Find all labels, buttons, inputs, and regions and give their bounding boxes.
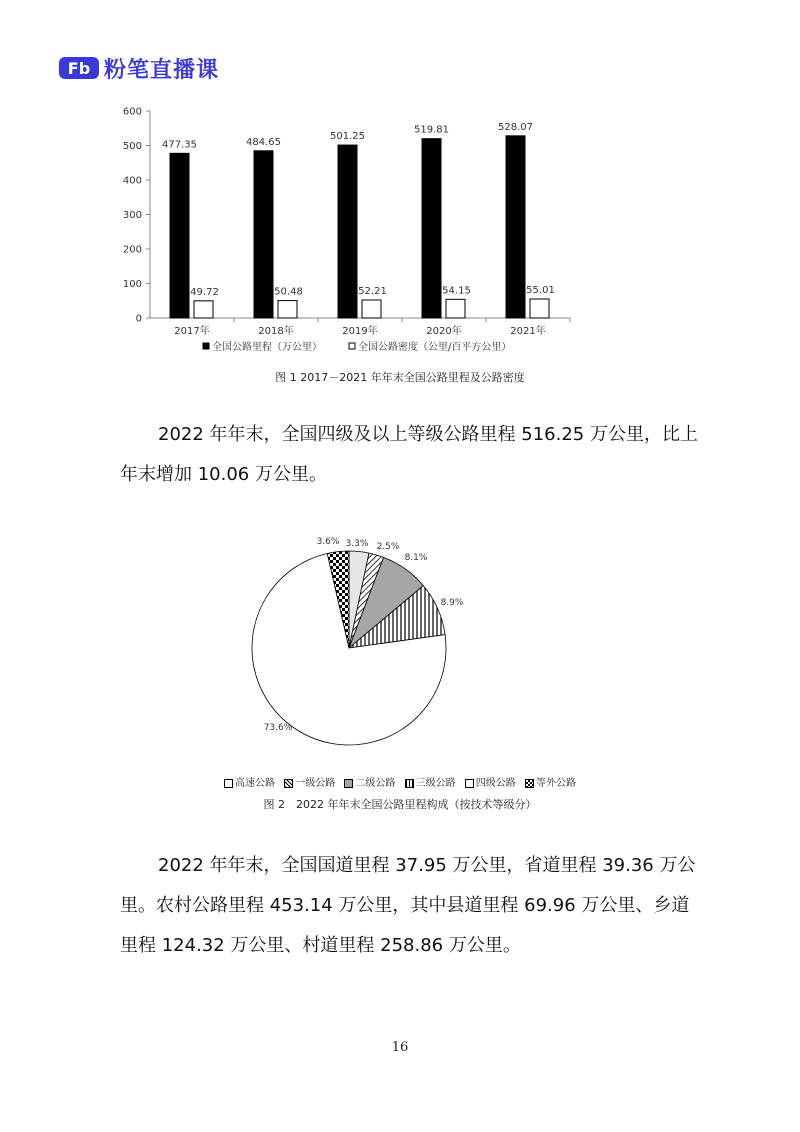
brand-logo: [58, 52, 219, 84]
pie-value-label: 3.6%: [316, 537, 340, 547]
bar-mileage: [422, 139, 441, 318]
bar-value-label: 519.81: [414, 124, 449, 136]
bar-density: [278, 301, 297, 318]
bar-density: [446, 299, 465, 318]
y-tick-label: 300: [122, 210, 142, 221]
legend-label-density: 全国公路密度（公里/百平方公里）: [358, 342, 512, 353]
legend-swatch-mileage: [203, 343, 209, 349]
y-tick-label: 500: [122, 141, 142, 152]
page-number: 16: [391, 1040, 409, 1055]
fb-logo-icon: [58, 54, 100, 82]
bar-density: [194, 301, 213, 318]
pie-value-label: 73.6%: [263, 723, 293, 733]
bar-value-label: 54.15: [442, 285, 471, 297]
legend-label: 三级公路: [415, 778, 456, 789]
legend-swatch: [405, 779, 414, 788]
bar-mileage: [506, 136, 525, 318]
bar-value-label: 49.72: [190, 286, 219, 298]
paragraph-1: 2022 年年末，全国四级及以上等级公路里程 516.25 万公里，比上年末增加 10.06 万公里。: [120, 424, 698, 485]
bar-mileage: [170, 153, 189, 318]
x-tick-label: 2018年: [258, 326, 294, 337]
figure1-caption: 图 1 2017－2021 年年末全国公路里程及公路密度: [275, 371, 525, 384]
legend-label: 一级公路: [295, 778, 336, 789]
bar-mileage: [254, 151, 273, 318]
legend-swatch-density: [349, 343, 355, 349]
bar-value-label: 528.07: [498, 121, 533, 133]
y-tick-label: 0: [135, 313, 142, 325]
legend-label: 高速公路: [235, 778, 276, 789]
pie-value-label: 8.9%: [440, 598, 464, 608]
road-mileage-bar-chart: [0, 100, 800, 365]
legend-item-expressway: [224, 778, 275, 789]
y-tick-label: 100: [122, 279, 142, 290]
bar-density: [530, 299, 549, 318]
bar-value-label: 50.48: [274, 286, 303, 298]
logo-mark-text: Fb: [67, 59, 91, 78]
legend-item-first-class: [284, 778, 335, 789]
figure2-caption: 图 2 2022 年年末全国公路里程构成（按技术等级分）: [263, 798, 537, 811]
pie-value-label: 8.1%: [404, 553, 428, 563]
road-composition-pie-chart: [0, 530, 800, 765]
x-tick-label: 2020年: [426, 326, 462, 337]
legend-item-third-class: [405, 778, 456, 789]
pie-value-label: 3.3%: [345, 539, 369, 549]
y-tick-label: 200: [122, 244, 142, 256]
legend-swatch: [465, 779, 474, 788]
bar-value-label: 484.65: [246, 136, 281, 148]
legend-item-fourth-class: [465, 778, 516, 789]
legend-item-second-class: [344, 778, 395, 789]
legend-swatch: [224, 779, 233, 788]
pie-value-label: 2.5%: [376, 542, 400, 552]
bar-value-label: 52.21: [358, 285, 387, 297]
legend-label: 等外公路: [535, 778, 576, 789]
x-tick-label: 2019年: [342, 326, 378, 337]
y-tick-label: 400: [122, 175, 142, 187]
brand-name: 粉笔直播课: [104, 57, 220, 83]
bar-value-label: 55.01: [526, 285, 555, 297]
paragraph-2: 2022 年年末，全国国道里程 37.95 万公里，省道里程 39.36 万公里。农村公路里程 453.14 万公里，其中县道里程 69.96 万公里、乡道里程 124.32 万公里、村道里程 258.86 万公里。: [120, 855, 696, 956]
legend-swatch: [284, 779, 293, 788]
legend-item-substandard: [525, 778, 576, 789]
bar-value-label: 477.35: [162, 139, 197, 151]
legend-swatch: [525, 779, 534, 788]
legend-label-mileage: 全国公路里程（万公里）: [212, 342, 322, 353]
bar-mileage: [338, 145, 357, 318]
legend-swatch: [344, 779, 353, 788]
legend-label: 四级公路: [475, 778, 516, 789]
x-tick-label: 2017年: [174, 326, 210, 337]
legend-label: 二级公路: [355, 778, 396, 789]
bar-value-label: 501.25: [330, 131, 365, 143]
bar-density: [362, 300, 381, 318]
figure2-legend: [0, 774, 800, 789]
y-tick-label: 600: [122, 106, 142, 118]
x-tick-label: 2021年: [510, 326, 546, 337]
